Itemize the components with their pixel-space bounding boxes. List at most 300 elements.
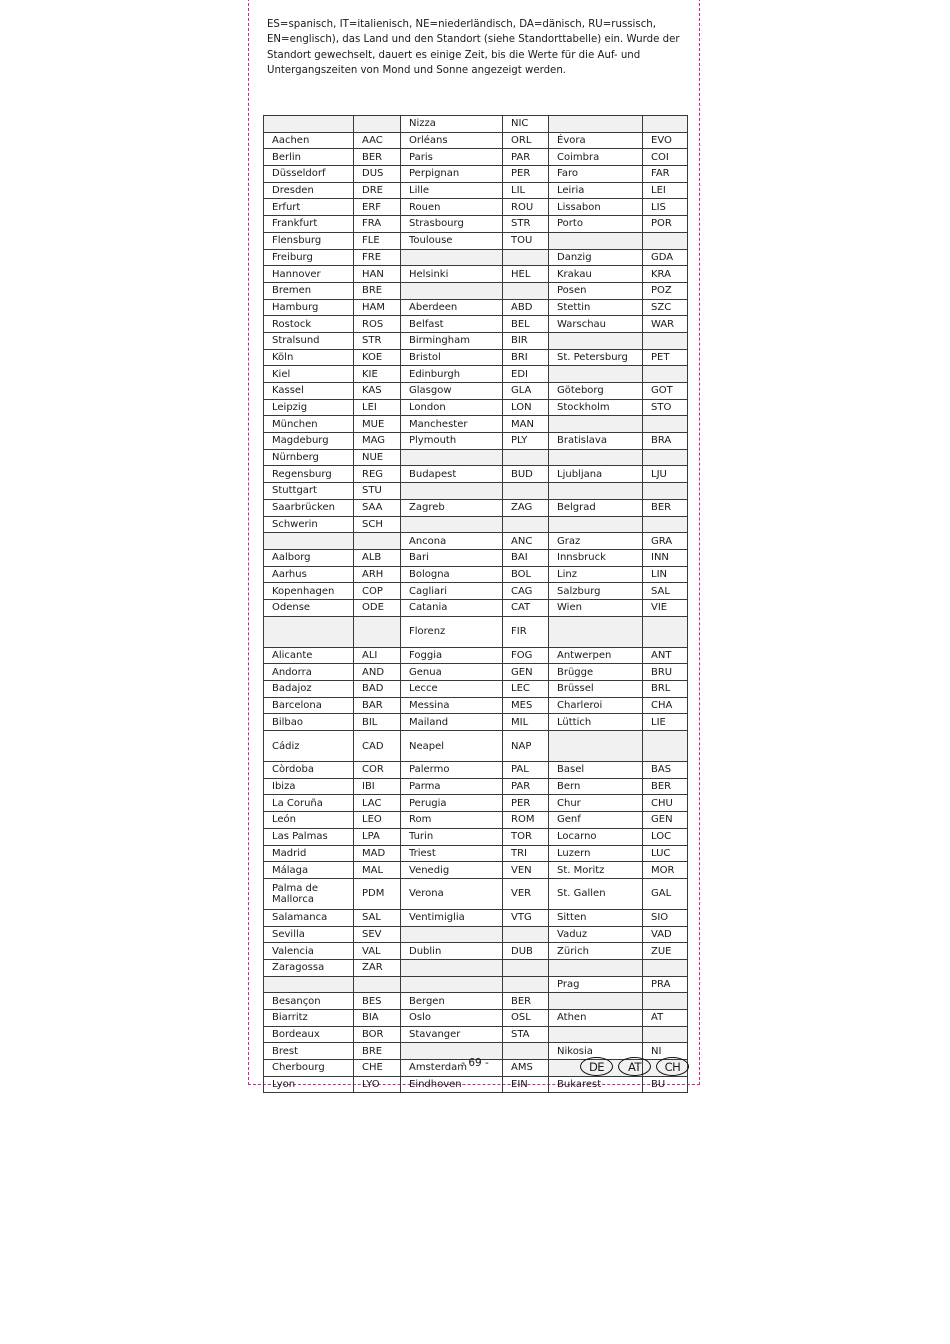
table-cell-code: BUD xyxy=(503,466,549,483)
table-row xyxy=(264,731,688,762)
table-row xyxy=(264,416,688,433)
table-cell-city: Kiel xyxy=(264,366,354,383)
table-cell-city: Lecce xyxy=(401,681,503,698)
table-cell-code xyxy=(643,449,688,466)
table-cell-code: ZAG xyxy=(503,499,549,516)
table-cell-code: SAL xyxy=(643,583,688,600)
table-row xyxy=(264,583,688,600)
table-cell-city: Madrid xyxy=(264,845,354,862)
table-row xyxy=(264,216,688,233)
table-cell-city: Belfast xyxy=(401,316,503,333)
table-cell-city: Göteborg xyxy=(549,383,643,400)
table-cell-city: Budapest xyxy=(401,466,503,483)
table-cell-city: Basel xyxy=(549,762,643,779)
table-cell-code: COI xyxy=(643,149,688,166)
table-cell-city: Badajoz xyxy=(264,681,354,698)
table-cell-code: CHU xyxy=(643,795,688,812)
table-cell-city: Andorra xyxy=(264,664,354,681)
table-cell-code: TOU xyxy=(503,232,549,249)
table-cell-code: BU xyxy=(643,1076,688,1093)
table-cell-city xyxy=(549,731,643,762)
table-row xyxy=(264,316,688,333)
table-cell-code: PRA xyxy=(643,976,688,993)
table-cell-code: PAR xyxy=(503,778,549,795)
table-cell-code: VIE xyxy=(643,599,688,616)
table-cell-city: Bergen xyxy=(401,993,503,1010)
table-cell-city: Zürich xyxy=(549,943,643,960)
table-cell-city: Plymouth xyxy=(401,433,503,450)
table-cell-city: Stralsund xyxy=(264,332,354,349)
table-cell-city: Leiria xyxy=(549,182,643,199)
table-cell-city: Oslo xyxy=(401,1010,503,1027)
table-cell-city xyxy=(549,516,643,533)
table-cell-city: Verona xyxy=(401,878,503,909)
table-cell-city xyxy=(549,959,643,976)
table-cell-code: ORL xyxy=(503,132,549,149)
table-row xyxy=(264,366,688,383)
table-cell-code: FRE xyxy=(354,249,401,266)
table-cell-code: LOC xyxy=(643,828,688,845)
table-row xyxy=(264,232,688,249)
table-cell-code: KRA xyxy=(643,266,688,283)
table-cell-city: Innsbruck xyxy=(549,549,643,566)
table-cell-city: Eindhoven xyxy=(401,1076,503,1093)
table-cell-code xyxy=(503,1043,549,1060)
table-row xyxy=(264,1026,688,1043)
table-cell-city: Rom xyxy=(401,812,503,829)
table-cell-city: Brügge xyxy=(549,664,643,681)
table-row xyxy=(264,599,688,616)
table-cell-city: Vaduz xyxy=(549,926,643,943)
table-cell-city: Bordeaux xyxy=(264,1026,354,1043)
table-cell-code: VAL xyxy=(354,943,401,960)
table-cell-code: ANC xyxy=(503,533,549,550)
table-cell-city: Danzig xyxy=(549,249,643,266)
table-cell-city: Bologna xyxy=(401,566,503,583)
intro-paragraph: ES=spanisch, IT=italienisch, NE=niederländisch, DA=dänisch, RU=russisch, EN=englisch), das Land und den Standort (siehe Standorttabelle) ein. Wurde der Standort gewechselt, dauert es einige Zeit, bis die Werte für die Auf- und Untergangszeiten von Mond und Sonne angezeigt werden. xyxy=(267,19,680,76)
table-cell-code: BER xyxy=(503,993,549,1010)
table-cell-city: Aberdeen xyxy=(401,299,503,316)
table-row xyxy=(264,812,688,829)
table-cell-code xyxy=(643,516,688,533)
table-cell-city: Hannover xyxy=(264,266,354,283)
table-cell-code: BER xyxy=(643,778,688,795)
table-cell-city: Valencia xyxy=(264,943,354,960)
table-cell-city: Erfurt xyxy=(264,199,354,216)
table-cell-code: BRE xyxy=(354,1043,401,1060)
table-cell-code: BRA xyxy=(643,433,688,450)
table-cell-code: MIL xyxy=(503,714,549,731)
table-cell-city: Perpignan xyxy=(401,166,503,183)
table-row xyxy=(264,483,688,500)
table-cell-city xyxy=(264,616,354,647)
table-cell-city: Amsterdam xyxy=(401,1060,503,1077)
table-cell-city: London xyxy=(401,399,503,416)
table-cell-city: Brest xyxy=(264,1043,354,1060)
table-cell-code: GLA xyxy=(503,383,549,400)
table-row xyxy=(264,516,688,533)
table-cell-city: Ljubljana xyxy=(549,466,643,483)
table-cell-code: GAL xyxy=(643,878,688,909)
table-cell-city: Graz xyxy=(549,533,643,550)
table-cell-code: LUC xyxy=(643,845,688,862)
table-cell-code: WAR xyxy=(643,316,688,333)
table-cell-city: Luzern xyxy=(549,845,643,862)
table-cell-code: BRE xyxy=(354,282,401,299)
table-cell-city: Charleroi xyxy=(549,697,643,714)
table-cell-city: Warschau xyxy=(549,316,643,333)
table-cell-code: KOE xyxy=(354,349,401,366)
table-cell-code: LEI xyxy=(643,182,688,199)
table-cell-code: FLE xyxy=(354,232,401,249)
table-cell-city: Ancona xyxy=(401,533,503,550)
table-cell-code: BEL xyxy=(503,316,549,333)
table-cell-code: STR xyxy=(354,332,401,349)
table-cell-code: FOG xyxy=(503,647,549,664)
table-row xyxy=(264,862,688,879)
table-cell-code: NAP xyxy=(503,731,549,762)
table-cell-code: CAT xyxy=(503,599,549,616)
table-cell-code: FRA xyxy=(354,216,401,233)
table-cell-city xyxy=(401,249,503,266)
country-badge-de: DE xyxy=(580,1057,613,1076)
table-row xyxy=(264,449,688,466)
table-cell-code: POR xyxy=(643,216,688,233)
table-cell-city: Salzburg xyxy=(549,583,643,600)
table-cell-code: AT xyxy=(643,1010,688,1027)
table-cell-code xyxy=(643,332,688,349)
table-cell-city: Strasbourg xyxy=(401,216,503,233)
table-cell-code: GRA xyxy=(643,533,688,550)
table-cell-city: Bratislava xyxy=(549,433,643,450)
table-cell-city: Coimbra xyxy=(549,149,643,166)
table-cell-code: LJU xyxy=(643,466,688,483)
table-cell-city: Aalborg xyxy=(264,549,354,566)
table-cell-city: León xyxy=(264,812,354,829)
table-cell-code: ZAR xyxy=(354,959,401,976)
table-cell-city: Bari xyxy=(401,549,503,566)
table-cell-code: KIE xyxy=(354,366,401,383)
table-cell-city: Cádiz xyxy=(264,731,354,762)
table-cell-city: Còrdoba xyxy=(264,762,354,779)
table-row xyxy=(264,681,688,698)
table-cell-code: IBI xyxy=(354,778,401,795)
table-cell-code: VER xyxy=(503,878,549,909)
table-cell-code: GEN xyxy=(503,664,549,681)
table-cell-code: AAC xyxy=(354,132,401,149)
table-cell-code: VAD xyxy=(643,926,688,943)
table-cell-city: Bern xyxy=(549,778,643,795)
table-cell-code: REG xyxy=(354,466,401,483)
table-cell-code: CHA xyxy=(643,697,688,714)
table-cell-code: CHE xyxy=(354,1060,401,1077)
table-cell-city: Saarbrücken xyxy=(264,499,354,516)
table-cell-code xyxy=(354,116,401,133)
table-row xyxy=(264,499,688,516)
table-cell-city: Nizza xyxy=(401,116,503,133)
table-cell-city: Rostock xyxy=(264,316,354,333)
table-cell-city: Odense xyxy=(264,599,354,616)
table-row xyxy=(264,762,688,779)
table-cell-code: ARH xyxy=(354,566,401,583)
table-cell-code: COP xyxy=(354,583,401,600)
table-cell-city: Stuttgart xyxy=(264,483,354,500)
table-cell-city: Regensburg xyxy=(264,466,354,483)
table-cell-code: VEN xyxy=(503,862,549,879)
table-cell-code: PDM xyxy=(354,878,401,909)
table-cell-city: La Coruña xyxy=(264,795,354,812)
table-cell-code xyxy=(643,116,688,133)
table-row xyxy=(264,349,688,366)
table-cell-code: ALI xyxy=(354,647,401,664)
table-cell-city xyxy=(549,483,643,500)
table-cell-code: BIL xyxy=(354,714,401,731)
table-cell-code: NUE xyxy=(354,449,401,466)
table-cell-code: LON xyxy=(503,399,549,416)
table-cell-code: TOR xyxy=(503,828,549,845)
table-cell-city: Parma xyxy=(401,778,503,795)
table-cell-city: Sevilla xyxy=(264,926,354,943)
table-cell-city: Las Palmas xyxy=(264,828,354,845)
table-cell-city: Zaragossa xyxy=(264,959,354,976)
table-row xyxy=(264,299,688,316)
table-cell-code: ERF xyxy=(354,199,401,216)
table-cell-code: CAD xyxy=(354,731,401,762)
table-row xyxy=(264,116,688,133)
table-row xyxy=(264,533,688,550)
table-cell-city: Lyon xyxy=(264,1076,354,1093)
table-cell-code: GDA xyxy=(643,249,688,266)
table-cell-code: PER xyxy=(503,166,549,183)
table-cell-city: Sitten xyxy=(549,909,643,926)
table-cell-city: Bremen xyxy=(264,282,354,299)
table-cell-city: Antwerpen xyxy=(549,647,643,664)
table-row xyxy=(264,149,688,166)
table-row xyxy=(264,249,688,266)
table-cell-code: PET xyxy=(643,349,688,366)
table-cell-city: Linz xyxy=(549,566,643,583)
table-cell-code xyxy=(503,249,549,266)
table-cell-city: Flensburg xyxy=(264,232,354,249)
table-row xyxy=(264,943,688,960)
table-cell-code: HAN xyxy=(354,266,401,283)
table-cell-city: Hamburg xyxy=(264,299,354,316)
table-cell-city: Genf xyxy=(549,812,643,829)
table-cell-code: LYO xyxy=(354,1076,401,1093)
table-cell-code: LIS xyxy=(643,199,688,216)
table-cell-city: Dublin xyxy=(401,943,503,960)
table-cell-code: ALB xyxy=(354,549,401,566)
table-cell-city: Kopenhagen xyxy=(264,583,354,600)
table-cell-city xyxy=(401,976,503,993)
table-cell-city: Ventimiglia xyxy=(401,909,503,926)
table-cell-city: Zagreb xyxy=(401,499,503,516)
table-cell-code: ZUE xyxy=(643,943,688,960)
table-cell-city xyxy=(401,483,503,500)
location-table xyxy=(263,115,688,1093)
table-cell-city: Nikosia xyxy=(549,1043,643,1060)
table-cell-code xyxy=(643,616,688,647)
table-cell-city xyxy=(549,332,643,349)
table-cell-code: EVO xyxy=(643,132,688,149)
table-cell-code xyxy=(503,926,549,943)
table-cell-city: Köln xyxy=(264,349,354,366)
table-cell-city: Leipzig xyxy=(264,399,354,416)
table-row xyxy=(264,878,688,909)
table-cell-code: HEL xyxy=(503,266,549,283)
table-cell-city: Dresden xyxy=(264,182,354,199)
page-number: - 69 - xyxy=(461,1057,489,1069)
table-cell-code xyxy=(643,959,688,976)
table-cell-city: Freiburg xyxy=(264,249,354,266)
table-cell-city: Évora xyxy=(549,132,643,149)
table-cell-code: SEV xyxy=(354,926,401,943)
table-cell-city: Palermo xyxy=(401,762,503,779)
table-cell-city: Ibiza xyxy=(264,778,354,795)
table-cell-city: Birmingham xyxy=(401,332,503,349)
table-cell-code: MOR xyxy=(643,862,688,879)
table-cell-city: Alicante xyxy=(264,647,354,664)
table-cell-city: Rouen xyxy=(401,199,503,216)
table-cell-code: STO xyxy=(643,399,688,416)
table-cell-city: Triest xyxy=(401,845,503,862)
table-row xyxy=(264,549,688,566)
table-cell-city: Mailand xyxy=(401,714,503,731)
table-row xyxy=(264,166,688,183)
table-cell-city: Locarno xyxy=(549,828,643,845)
table-cell-city: Venedig xyxy=(401,862,503,879)
table-cell-city: Bukarest xyxy=(549,1076,643,1093)
table-cell-code: LIL xyxy=(503,182,549,199)
table-cell-city: Salamanca xyxy=(264,909,354,926)
table-row xyxy=(264,566,688,583)
table-cell-city: Bilbao xyxy=(264,714,354,731)
table-cell-code: ROU xyxy=(503,199,549,216)
table-row xyxy=(264,332,688,349)
table-cell-city xyxy=(264,116,354,133)
table-cell-code: LEO xyxy=(354,812,401,829)
table-cell-city: Magdeburg xyxy=(264,433,354,450)
table-cell-city: Catania xyxy=(401,599,503,616)
table-cell-city xyxy=(401,449,503,466)
table-cell-city: Cherbourg xyxy=(264,1060,354,1077)
table-cell-code: BER xyxy=(354,149,401,166)
table-row xyxy=(264,466,688,483)
table-cell-code: PER xyxy=(503,795,549,812)
table-cell-city: Manchester xyxy=(401,416,503,433)
table-cell-city: Düsseldorf xyxy=(264,166,354,183)
table-cell-city: Genua xyxy=(401,664,503,681)
table-cell-city xyxy=(264,976,354,993)
table-row xyxy=(264,647,688,664)
table-cell-city: Paris xyxy=(401,149,503,166)
table-cell-city: Foggia xyxy=(401,647,503,664)
table-row xyxy=(264,1010,688,1027)
table-cell-code: NIC xyxy=(503,116,549,133)
table-cell-code xyxy=(503,959,549,976)
table-cell-city: Neapel xyxy=(401,731,503,762)
table-cell-code: HAM xyxy=(354,299,401,316)
table-cell-code xyxy=(503,516,549,533)
table-cell-code xyxy=(354,976,401,993)
table-cell-code: PAR xyxy=(503,149,549,166)
table-cell-code: BER xyxy=(643,499,688,516)
table-cell-code: INN xyxy=(643,549,688,566)
table-cell-city xyxy=(549,416,643,433)
table-cell-code xyxy=(643,232,688,249)
table-cell-code: LPA xyxy=(354,828,401,845)
table-cell-code: GOT xyxy=(643,383,688,400)
table-cell-city: Málaga xyxy=(264,862,354,879)
table-cell-city: Bristol xyxy=(401,349,503,366)
table-cell-code: PLY xyxy=(503,433,549,450)
table-cell-code: MAD xyxy=(354,845,401,862)
table-cell-code: EIN xyxy=(503,1076,549,1093)
table-cell-city: Besançon xyxy=(264,993,354,1010)
table-cell-city: Helsinki xyxy=(401,266,503,283)
table-cell-city xyxy=(401,516,503,533)
country-badge-ch: CH xyxy=(656,1057,689,1076)
table-cell-code: EDI xyxy=(503,366,549,383)
table-row xyxy=(264,282,688,299)
table-cell-city: Athen xyxy=(549,1010,643,1027)
table-cell-code: BIR xyxy=(503,332,549,349)
table-cell-code: MAN xyxy=(503,416,549,433)
table-cell-city: St. Petersburg xyxy=(549,349,643,366)
table-cell-city: München xyxy=(264,416,354,433)
table-cell-code: FIR xyxy=(503,616,549,647)
country-badges xyxy=(580,1057,689,1076)
table-row xyxy=(264,182,688,199)
table-cell-city xyxy=(264,533,354,550)
table-cell-code xyxy=(503,483,549,500)
table-cell-code: PAL xyxy=(503,762,549,779)
table-cell-code xyxy=(503,282,549,299)
table-cell-code: BRU xyxy=(643,664,688,681)
table-cell-city: Wien xyxy=(549,599,643,616)
table-cell-code xyxy=(354,533,401,550)
table-cell-code: BIA xyxy=(354,1010,401,1027)
table-cell-code: GEN xyxy=(643,812,688,829)
table-cell-city: Stockholm xyxy=(549,399,643,416)
table-cell-city: Turin xyxy=(401,828,503,845)
table-cell-city xyxy=(549,232,643,249)
table-row xyxy=(264,383,688,400)
table-cell-city xyxy=(549,116,643,133)
table-cell-city: Stettin xyxy=(549,299,643,316)
table-cell-city: Krakau xyxy=(549,266,643,283)
table-cell-code xyxy=(643,1026,688,1043)
table-cell-city: Prag xyxy=(549,976,643,993)
table-cell-code: OSL xyxy=(503,1010,549,1027)
table-cell-city xyxy=(549,449,643,466)
table-cell-city: Frankfurt xyxy=(264,216,354,233)
table-row xyxy=(264,778,688,795)
table-cell-city: Lüttich xyxy=(549,714,643,731)
table-cell-city: Florenz xyxy=(401,616,503,647)
table-cell-city: Berlin xyxy=(264,149,354,166)
table-cell-code: SCH xyxy=(354,516,401,533)
table-cell-code: SAL xyxy=(354,909,401,926)
table-cell-code xyxy=(643,993,688,1010)
table-row xyxy=(264,993,688,1010)
table-cell-city xyxy=(401,282,503,299)
table-cell-code: STU xyxy=(354,483,401,500)
table-cell-city xyxy=(549,1026,643,1043)
table-cell-code: MAG xyxy=(354,433,401,450)
table-cell-code xyxy=(354,616,401,647)
table-cell-city: Kassel xyxy=(264,383,354,400)
